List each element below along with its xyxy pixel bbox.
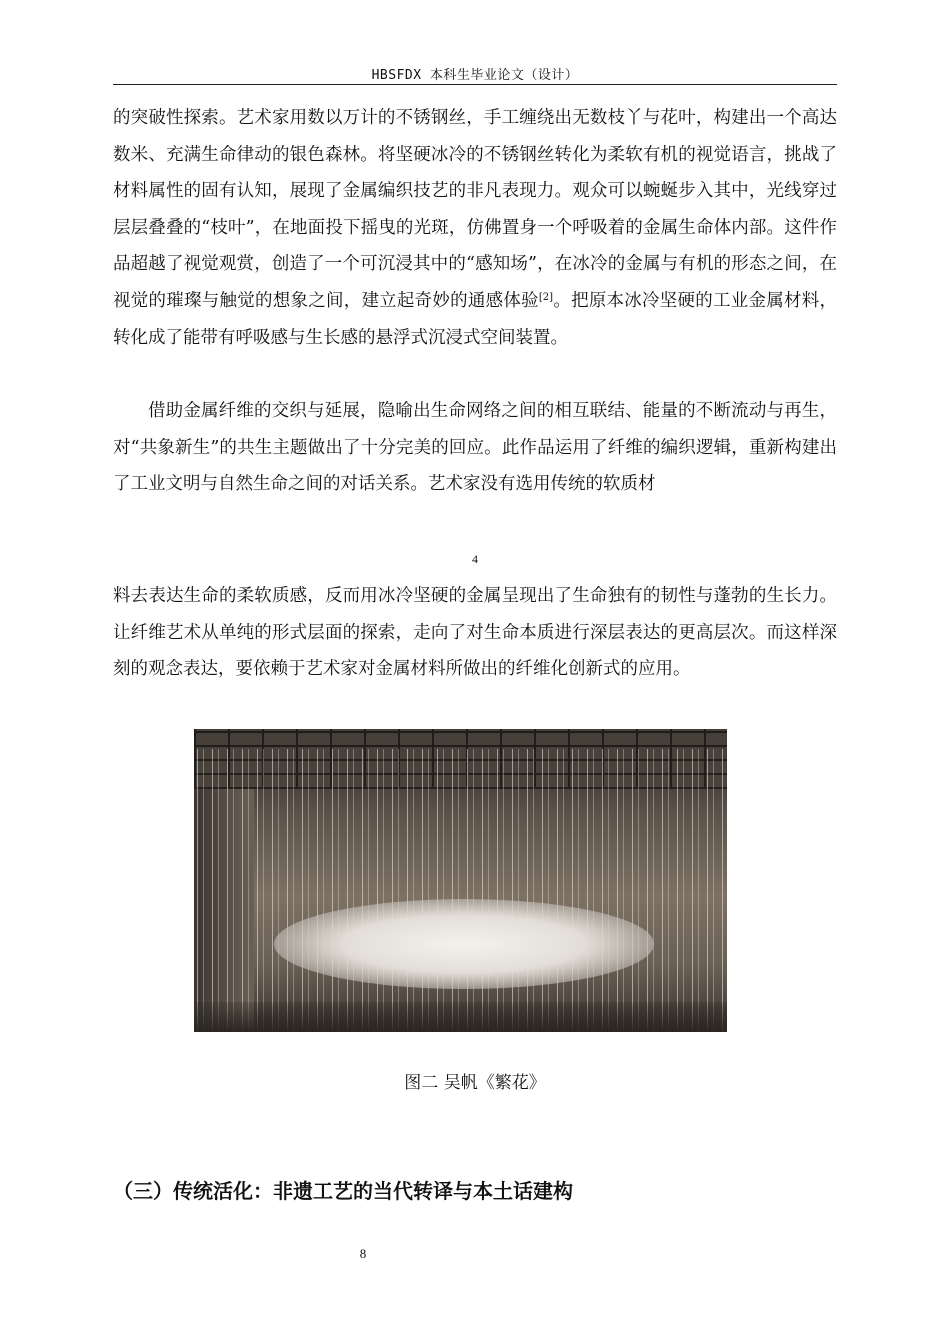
figure-caption: 图二 吴帆《繁花》 xyxy=(404,1073,546,1093)
installation-photo xyxy=(194,729,727,1032)
citation-ref[interactable]: [2] xyxy=(538,291,554,303)
photo-suspended-cloud xyxy=(274,899,654,989)
section-heading: （三）传统活化：非遗工艺的当代转译与本土话建构 xyxy=(113,1179,573,1203)
photo-hanging-strands xyxy=(194,749,727,1032)
paragraph-1-text-end: 。把原本冰冷坚硬的工业金属材料，转化成了能带有呼吸感与生长感的悬浮式沉浸式空间装置。 xyxy=(113,290,838,348)
paragraph-1-text: 的突破性探索。艺术家用数以万计的不锈钢丝，手工缠绕出无数枝丫与花叶，构建出一个高达数米、充满生命律动的银色森林。将坚硬冰冷的不锈钢丝转化为柔软有机的视觉语言，挑战了材料属性的固有认知，展现了金属编织技艺的非凡表现力。观众可以蜿蜒步入其中，光线穿过层层叠叠的“枝叶”，在地面投下摇曳的光斑，仿佛置身一个呼吸着的金属生命体内部。这件作品超越了视觉观赏，创造了一个可沉浸其中的“感知场”，在冰冷的金属与有机的形态之间，在视觉的璀璨与触觉的想象之间，建立起奇妙的通感体验 xyxy=(113,108,837,311)
body-paragraph-2: 借助金属纤维的交织与延展，隐喻出生命网络之间的相互联结、能量的不断流动与再生，对“共象新生”的共生主题做出了十分完美的回应。此作品运用了纤维的编织逻辑，重新构建出了工业文明与自然生命之间的对话关系。艺术家没有选用传统的软质材 xyxy=(113,401,837,495)
page-number: 8 xyxy=(359,1246,367,1261)
header-divider xyxy=(113,84,837,85)
body-paragraph-3: 料去表达生命的柔软质感，反而用冰冷坚硬的金属呈现出了生命独有的韧性与蓬勃的生长力。让纤维艺术从单纯的形式层面的探索，走向了对生命本质进行深层表达的更高层次。而这样深刻的观念表达，要依赖于艺术家对金属材料所做出的纤维化创新式的应用。 xyxy=(113,586,837,680)
inline-page-marker: 4 xyxy=(472,552,478,566)
photo-floor xyxy=(194,1002,727,1032)
body-paragraph-1 xyxy=(113,100,837,356)
running-header: HBSFDX 本科生毕业论文（设计） xyxy=(371,68,579,83)
